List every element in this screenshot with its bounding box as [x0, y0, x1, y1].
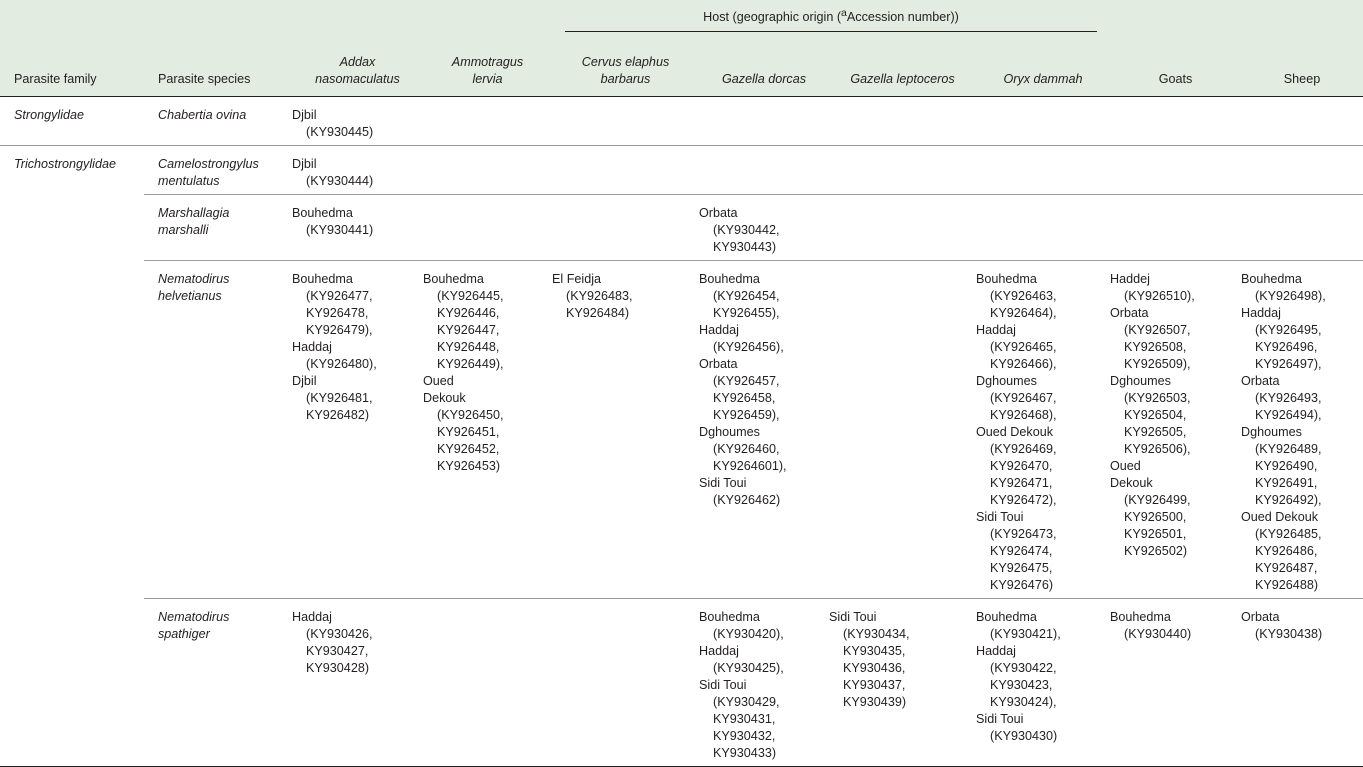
locality-name: Haddaj	[976, 323, 1016, 337]
locality-name: Djbil	[292, 157, 317, 171]
accession-numbers: (KY930422, KY930423, KY930424),	[990, 661, 1057, 709]
accession-numbers: (KY926473, KY926474, KY926475, KY926476)	[990, 527, 1057, 592]
accession-numbers: (KY930425),	[713, 661, 784, 675]
col-header-host: Cervus elaphus barbarus	[552, 32, 699, 97]
locality-name: Dghoumes	[976, 374, 1037, 388]
locality-name: Oued Dekouk	[976, 425, 1054, 439]
header-row-columns	[0, 32, 1363, 97]
host-occurrence-cell	[552, 261, 699, 599]
host-occurrence-cell	[1110, 195, 1241, 261]
host-group-rule	[565, 31, 1097, 32]
locality-name: Dghoumes	[699, 425, 760, 439]
accession-numbers: (KY926498),	[1255, 289, 1326, 303]
host-occurrence-cell	[552, 97, 699, 146]
host-occurrence-cell	[976, 195, 1110, 261]
col-header-host: Gazella dorcas	[699, 32, 829, 97]
col-header-host: Gazella leptoceros	[829, 32, 976, 97]
locality-name: Sidi Toui	[976, 510, 1024, 524]
host-occurrence-cell	[1241, 97, 1363, 146]
parasite-species-cell: Chabertia ovina	[144, 97, 292, 146]
host-occurrence-cell	[292, 195, 423, 261]
accession-numbers: (KY926467, KY926468),	[990, 391, 1057, 422]
accession-numbers: (KY930441)	[306, 223, 374, 237]
locality-name: Bouhedma	[699, 272, 760, 286]
locality-name: Orbata	[1241, 374, 1280, 388]
accession-numbers: (KY926499, KY926500, KY926501, KY926502)	[1124, 493, 1191, 558]
accession-numbers: (KY926465, KY926466),	[990, 340, 1057, 371]
locality-name: Bouhedma	[976, 610, 1037, 624]
accession-numbers: (KY930440)	[1124, 627, 1192, 641]
accession-numbers: (KY926483, KY926484)	[566, 289, 633, 320]
host-occurrence-cell	[423, 146, 552, 195]
accession-numbers: (KY930429, KY930431, KY930432, KY930433)	[713, 695, 780, 760]
accession-numbers: (KY926493, KY926494),	[1255, 391, 1322, 422]
accession-numbers: (KY930426, KY930427, KY930428)	[306, 627, 373, 675]
accession-numbers: (KY926469, KY926470, KY926471, KY926472),	[990, 442, 1057, 507]
locality-name: Haddaj	[976, 644, 1016, 658]
host-occurrence-cell	[829, 195, 976, 261]
locality-name: Bouhedma	[1241, 272, 1302, 286]
locality-name: Oued Dekouk	[1110, 459, 1153, 490]
table-row	[0, 261, 1363, 599]
parasite-species-cell: Nematodirus helvetianus	[144, 261, 292, 599]
accession-numbers: (KY926480),	[306, 357, 377, 371]
col-header-family: Parasite family	[0, 32, 144, 97]
col-header-host: Sheep	[1241, 32, 1363, 97]
parasite-family-cell: Trichostrongylidae	[14, 157, 116, 171]
locality-name: Bouhedma	[292, 206, 353, 220]
parasite-family-cell	[0, 599, 144, 767]
locality-name: Dghoumes	[1110, 374, 1171, 388]
host-occurrence-cell	[423, 97, 552, 146]
table-row	[0, 146, 1363, 195]
locality-name: Sidi Toui	[976, 712, 1024, 726]
host-occurrence-cell	[1110, 261, 1241, 599]
host-occurrence-cell	[1241, 599, 1363, 767]
host-occurrence-cell	[829, 146, 976, 195]
locality-name: Orbata	[699, 206, 738, 220]
locality-name: Djbil	[292, 374, 317, 388]
host-occurrence-cell	[699, 599, 829, 767]
accession-numbers: (KY926462)	[713, 493, 781, 507]
locality-name: Orbata	[1110, 306, 1149, 320]
locality-name: Oued Dekouk	[1241, 510, 1319, 524]
locality-name: Haddej	[1110, 272, 1150, 286]
accession-numbers: (KY926507, KY926508, KY926509),	[1124, 323, 1191, 371]
host-occurrence-cell	[423, 261, 552, 599]
accession-numbers: (KY930434, KY930435, KY930436, KY930437, KY930439)	[843, 627, 910, 709]
parasite-family-cell: Strongylidae	[0, 97, 144, 146]
host-occurrence-cell	[552, 195, 699, 261]
table-body	[0, 97, 1363, 767]
locality-name: Bouhedma	[699, 610, 760, 624]
col-header-host: Ammotragus lervia	[423, 32, 552, 97]
host-occurrence-cell	[1241, 195, 1363, 261]
host-group-title: Host (geographic origin ($^a$Accession number))	[703, 7, 959, 25]
locality-name: Sidi Toui	[699, 678, 747, 692]
accession-numbers: (KY926485, KY926486, KY926487, KY926488)	[1255, 527, 1322, 592]
host-occurrence-cell	[699, 261, 829, 599]
locality-name: Haddaj	[699, 644, 739, 658]
host-occurrence-cell	[699, 97, 829, 146]
host-occurrence-cell	[829, 97, 976, 146]
accession-numbers: (KY930430)	[990, 729, 1058, 743]
locality-name: Haddaj	[292, 610, 332, 624]
host-occurrence-cell	[552, 146, 699, 195]
host-occurrence-cell	[292, 146, 423, 195]
locality-name: Bouhedma	[423, 272, 484, 286]
host-occurrence-cell	[292, 97, 423, 146]
accession-numbers: (KY926489, KY926490, KY926491, KY926492),	[1255, 442, 1322, 507]
parasite-species-cell: Marshallagia marshalli	[144, 195, 292, 261]
accession-numbers: (KY930438)	[1255, 627, 1323, 641]
accession-numbers: (KY930444)	[306, 174, 374, 188]
locality-name: Haddaj	[699, 323, 739, 337]
accession-numbers: (KY926477, KY926478, KY926479),	[306, 289, 373, 337]
parasite-family-cell	[0, 261, 144, 599]
accession-numbers: (KY930420),	[713, 627, 784, 641]
host-occurrence-cell	[1110, 97, 1241, 146]
host-occurrence-cell	[1241, 146, 1363, 195]
accession-numbers: (KY926450, KY926451, KY926452, KY926453)	[437, 408, 504, 473]
col-header-host: Oryx dammah	[976, 32, 1110, 97]
locality-name: Sidi Toui	[699, 476, 747, 490]
host-occurrence-cell	[1110, 146, 1241, 195]
host-occurrence-cell	[829, 261, 976, 599]
locality-name: Dghoumes	[1241, 425, 1302, 439]
accession-numbers: (KY930442, KY930443)	[713, 223, 780, 254]
locality-name: Oued Dekouk	[423, 374, 466, 405]
locality-name: Haddaj	[1241, 306, 1281, 320]
host-occurrence-cell	[552, 599, 699, 767]
accession-numbers: (KY926445, KY926446, KY926447, KY926448, KY926449),	[437, 289, 504, 371]
host-occurrence-cell	[423, 599, 552, 767]
host-occurrence-cell	[423, 195, 552, 261]
table-row	[0, 599, 1363, 767]
accession-numbers: (KY926510),	[1124, 289, 1195, 303]
host-occurrence-cell	[699, 195, 829, 261]
accession-numbers: (KY926456),	[713, 340, 784, 354]
accession-numbers: (KY926481, KY926482)	[306, 391, 373, 422]
accession-numbers: (KY926463, KY926464),	[990, 289, 1057, 320]
host-occurrence-cell	[976, 146, 1110, 195]
col-header-host: Addax nasomaculatus	[292, 32, 423, 97]
accession-numbers: (KY926457, KY926458, KY926459),	[713, 374, 780, 422]
accession-numbers: (KY926503, KY926504, KY926505, KY926506),	[1124, 391, 1191, 456]
parasite-species-cell: Nematodirus spathiger	[144, 599, 292, 767]
locality-name: Bouhedma	[1110, 610, 1171, 624]
header-row-group	[0, 0, 1363, 32]
accession-numbers: (KY926495, KY926496, KY926497),	[1255, 323, 1322, 371]
col-header-species: Parasite species	[144, 32, 292, 97]
host-occurrence-cell	[976, 599, 1110, 767]
host-occurrence-cell	[292, 261, 423, 599]
host-occurrence-cell	[1110, 599, 1241, 767]
locality-name: Sidi Toui	[829, 610, 877, 624]
locality-name: Haddaj	[292, 340, 332, 354]
accession-numbers: (KY926454, KY926455),	[713, 289, 780, 320]
locality-name: Djbil	[292, 108, 317, 122]
col-header-host: Goats	[1110, 32, 1241, 97]
host-occurrence-cell	[1241, 261, 1363, 599]
host-occurrence-cell	[976, 261, 1110, 599]
accession-numbers: (KY926460, KY9264601),	[713, 442, 787, 473]
parasite-family-cell	[0, 195, 144, 261]
parasite-species-cell: Camelostrongylus mentulatus	[144, 146, 292, 195]
table-row	[0, 97, 1363, 146]
accession-numbers: (KY930421),	[990, 627, 1061, 641]
locality-name: El Feidja	[552, 272, 601, 286]
locality-name: Orbata	[699, 357, 738, 371]
locality-name: Orbata	[1241, 610, 1280, 624]
host-occurrence-cell	[699, 146, 829, 195]
locality-name: Bouhedma	[976, 272, 1037, 286]
host-occurrence-cell	[976, 97, 1110, 146]
host-occurrence-cell	[292, 599, 423, 767]
locality-name: Bouhedma	[292, 272, 353, 286]
table-row	[0, 195, 1363, 261]
accession-numbers: (KY930445)	[306, 125, 374, 139]
host-occurrence-cell	[829, 599, 976, 767]
